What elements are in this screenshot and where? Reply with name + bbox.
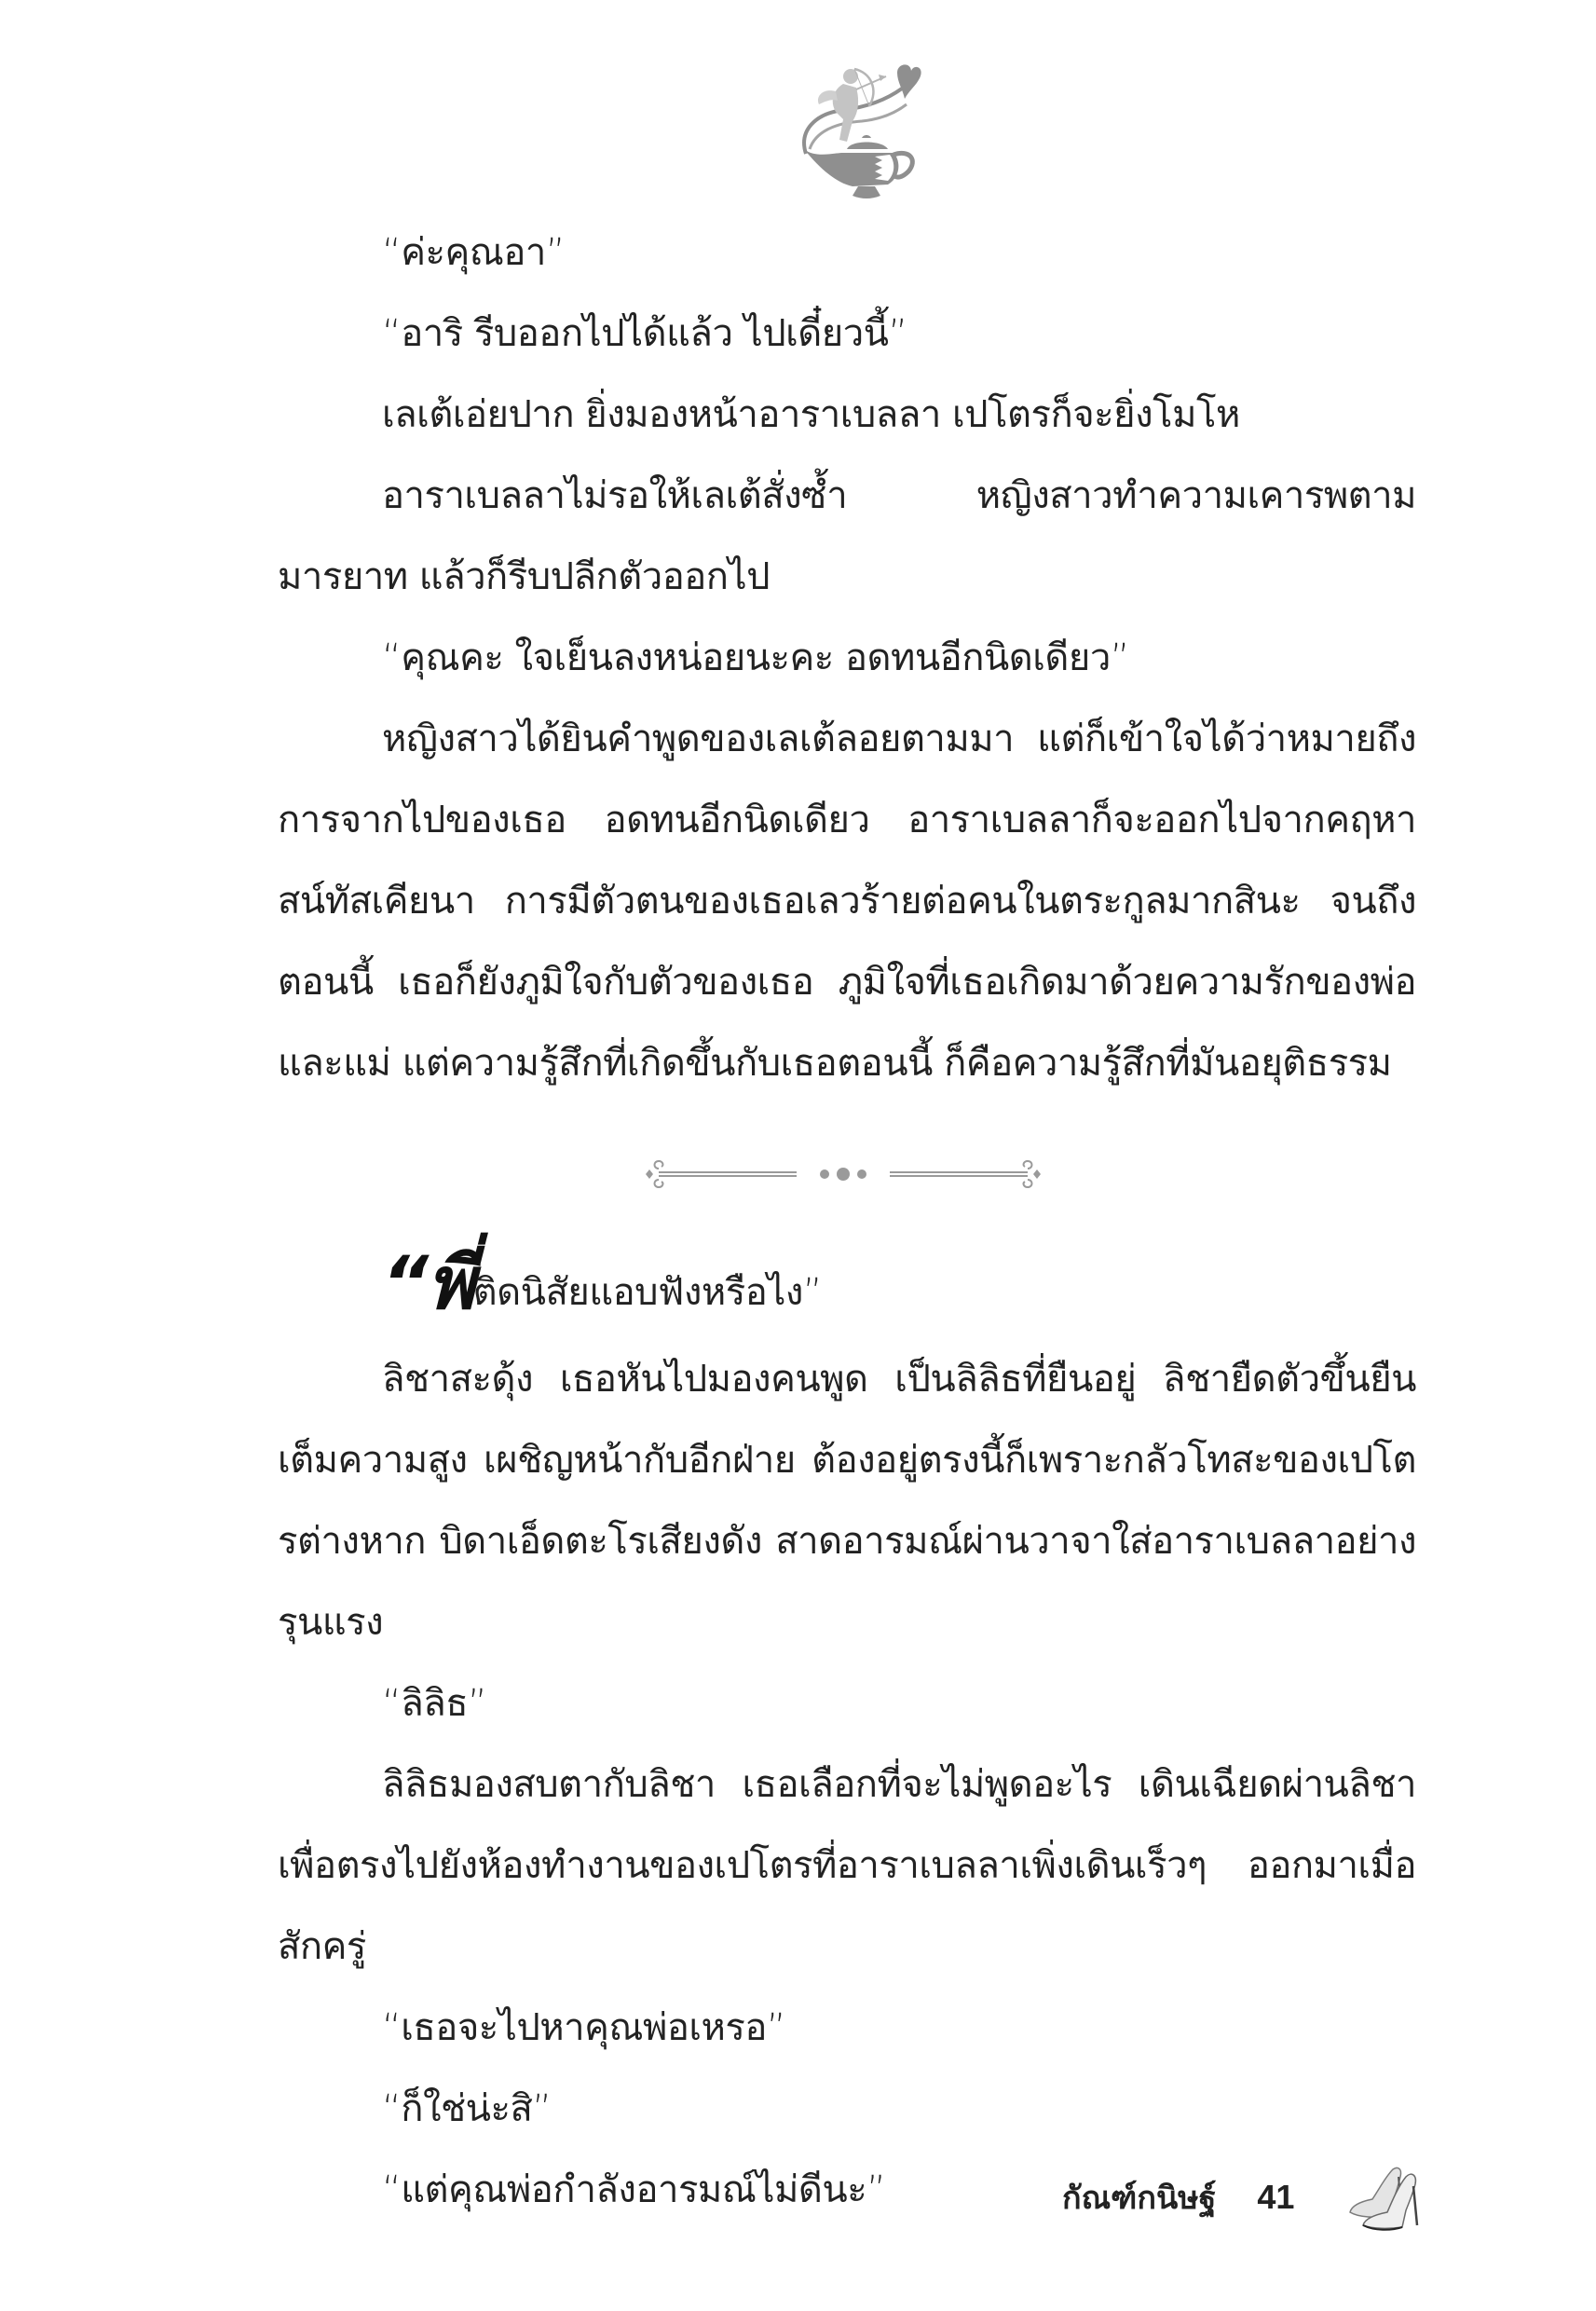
dialogue-line: “เธอจะไปหาคุณพ่อเหรอ” (382, 2006, 786, 2049)
opening-line-rest: ติดนิสัยแอบฟังหรือไง” (472, 1271, 823, 1314)
dialogue-line: “ลิลิธ” (382, 1682, 487, 1725)
paragraph: ลิชาสะดุ้ง เธอหันไปมองคนพูด เป็นลิลิธที่ยืนอยู่ ลิชายืดตัวขึ้นยืนเต็มความสูง เผชิญหน้ากับอีกฝ่าย ต้องอยู่ตรงนี้ก็เพราะกลัวโทสะของเปโตรต่างหาก บิดาเอ็ดตะโรเสียงดัง สาดอารมณ์ผ่านวาจาใส่อาราเบลลาอย่างรุนแรง (278, 1358, 1416, 1644)
page-number: 41 (1257, 2178, 1295, 2216)
dialogue-line: “ค่ะคุณอา” (382, 231, 566, 274)
book-title: กัณฑ์กนิษฐ์ (1062, 2180, 1217, 2217)
dialogue-line: “อาริ รีบออกไปได้แล้ว ไปเดี๋ยวนี้” (382, 312, 907, 355)
opening-line (278, 1238, 1416, 1339)
dialogue-line: “แต่คุณพ่อกำลังอารมณ์ไม่ดีนะ” (382, 2168, 886, 2211)
paragraph: อาราเบลลาไม่รอให้เลเต้สั่งซ้ำ หญิงสาวทำความเคารพตามมารยาท แล้วก็รีบปลีกตัวออกไป (278, 474, 1416, 598)
high-heel-shoes-icon (1331, 2160, 1425, 2235)
section-2 (278, 1238, 1416, 2231)
dropcap: พี่ (427, 1242, 473, 1326)
page-footer (1062, 2160, 1425, 2235)
paragraph: ลิลิธมองสบตากับลิชา เธอเลือกที่จะไม่พูดอะไร เดินเฉียดผ่านลิชา เพื่อตรงไปยังห้องทำงานของเปโตรที่อาราเบลลาเพิ่งเดินเร็วๆ ออกมาเมื่อสักครู่ (278, 1763, 1416, 1968)
magic-lamp-cupid-heart-icon (778, 56, 936, 205)
section-1 (278, 212, 1416, 1104)
dropcap-quote-mark: “ (382, 1242, 428, 1326)
dialogue-line: “คุณคะ ใจเย็นลงหน่อยนะคะ อดทนอีกนิดเดียว” (382, 636, 1130, 679)
ornamental-scroll-divider-icon (638, 1156, 1048, 1193)
dialogue-line: “ก็ใช่น่ะสิ” (382, 2087, 552, 2130)
paragraph: หญิงสาวได้ยินคำพูดของเลเต้ลอยตามมา แต่ก็เข้าใจได้ว่าหมายถึงการจากไปของเธอ อดทนอีกนิดเดียว อาราเบลลาก็จะออกไปจากคฤหาสน์ทัสเคียนา การมีตัวตนของเธอเลวร้ายต่อคนในตระกูลมากสินะ จนถึงตอนนี้ เธอก็ยังภูมิใจกับตัวของเธอ ภูมิใจที่เธอเกิดมาด้วยความรักของพ่อและแม่ แต่ความรู้สึกที่เกิดขึ้นกับเธอตอนนี้ ก็คือความรู้สึกที่มันอยุติธรรม (278, 718, 1416, 1085)
paragraph: เลเต้เอ่ยปาก ยิ่งมองหน้าอาราเบลลา เปโตรก็จะยิ่งโมโห (382, 393, 1240, 436)
